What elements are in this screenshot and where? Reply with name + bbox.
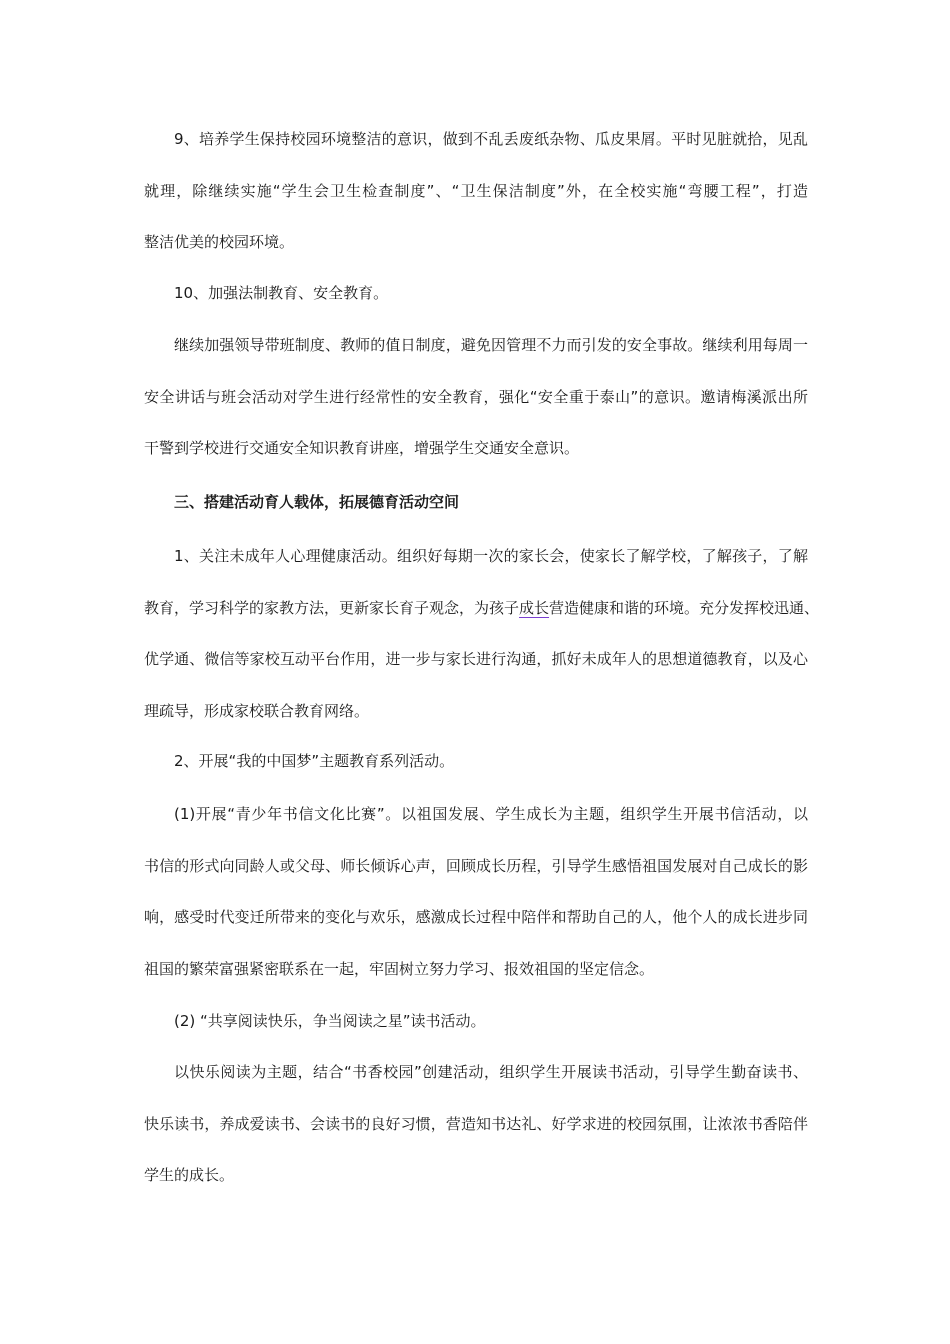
text-line: 快乐读书，养成爱读书、会读书的良好习惯，营造知书达礼、好学求进的校园氛围，让浓浓书香陪伴: [144, 1114, 808, 1133]
text-line: 2、开展“我的中国梦”主题教育系列活动。: [174, 752, 455, 770]
text-segment: 营造健康和谐的环境。充分发挥校迅通、: [549, 598, 820, 617]
text-line: 书信的形式向同龄人或父母、师长倾诉心声，回顾成长历程，引导学生感悟祖国发展对自己成长的影: [144, 856, 808, 875]
text-line: 优学通、微信等家校互动平台作用，进一步与家长进行沟通，抓好未成年人的思想道德教育，以及心: [144, 650, 808, 668]
underlined-word: 成长: [519, 598, 550, 617]
text-line: 10、加强法制教育、安全教育。: [174, 284, 389, 302]
text-line: 学生的成长。: [144, 1166, 235, 1184]
paragraph-1-mental-health: [144, 531, 820, 737]
text-line: [144, 583, 820, 635]
text-line: 整洁优美的校园环境。: [144, 233, 295, 251]
paragraph-safety-details: [144, 320, 808, 475]
text-line: 9、培养学生保持校园环境整洁的意识，做到不乱丢废纸杂物、瓜皮果屑。平时见脏就拾，见乱: [174, 130, 808, 148]
paragraph-9-cleanliness: [144, 114, 808, 269]
heading-text: 三、搭建活动育人载体，拓展德育活动空间: [174, 493, 460, 511]
paragraph-2-china-dream: [144, 736, 808, 788]
text-line: 安全讲话与班会活动对学生进行经常性的安全教育，强化“安全重于泰山”的意识。邀请梅溪派出所: [144, 387, 808, 406]
paragraph-reading-activity: [144, 1047, 808, 1202]
paragraph-10-safety-title: [144, 268, 808, 320]
paragraph-letter-contest: [144, 789, 808, 995]
section-heading-3: [144, 477, 808, 529]
text-line: 干警到学校进行交通安全知识教育讲座，增强学生交通安全意识。: [144, 439, 580, 457]
text-line: 以快乐阅读为主题，结合“书香校园”创建活动，组织学生开展读书活动，引导学生勤奋读书、: [174, 1063, 808, 1081]
text-line: 祖国的繁荣富强紧密联系在一起，牢固树立努力学习、报效祖国的坚定信念。: [144, 959, 655, 978]
paragraph-reading-activity-title: [144, 996, 808, 1048]
text-line: 响，感受时代变迁所带来的变化与欢乐，感激成长过程中陪伴和帮助自己的人，他个人的成长进步同: [144, 908, 808, 926]
text-line: 继续加强领导带班制度、教师的值日制度，避免因管理不力而引发的安全事故。继续利用每周一: [174, 336, 808, 354]
text-segment: 教育，学习科学的家教方法，更新家长育子观念，为孩子: [144, 598, 520, 617]
text-line: (2) “共享阅读快乐，争当阅读之星”读书活动。: [174, 1012, 486, 1030]
text-line: 就理，除继续实施“学生会卫生检查制度”、“卫生保洁制度”外，在全校实施“弯腰工程”，打造: [144, 181, 808, 200]
text-line: 理疏导，形成家校联合教育网络。: [144, 701, 370, 720]
text-line: 1、关注未成年人心理健康活动。组织好每期一次的家长会，使家长了解学校，了解孩子，了解: [174, 547, 808, 565]
text-line: (1)开展“青少年书信文化比赛”。以祖国发展、学生成长为主题，组织学生开展书信活动，以: [174, 805, 808, 823]
